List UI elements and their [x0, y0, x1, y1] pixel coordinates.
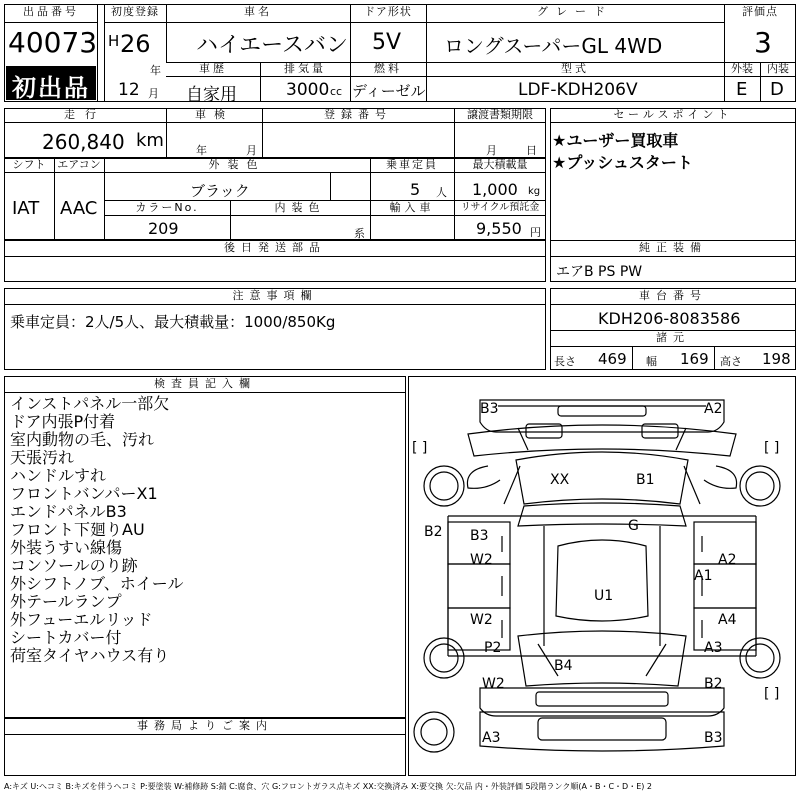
mark-left-side: B2 — [424, 524, 443, 540]
inspector-note: 外テールランプ — [10, 592, 122, 611]
mark-door-r3: A4 — [718, 612, 737, 628]
shift: IAT — [12, 198, 40, 219]
mark-back-l: A3 — [482, 730, 501, 746]
int-color-unit: 系 — [354, 227, 365, 240]
inspector-note: フロント下廻りAU — [10, 520, 145, 539]
door-label: ドア形状 — [364, 5, 412, 18]
genuine-equipment-label: 純正装備 — [639, 241, 707, 254]
inspector-note: 外シフトノブ、ホイール — [10, 574, 184, 593]
mileage-unit: km — [136, 130, 164, 151]
inspector-note: ハンドルすれ — [10, 466, 107, 485]
shift-label: シフト — [12, 158, 46, 171]
max-load-unit: kg — [528, 186, 541, 197]
color-no: 209 — [148, 219, 179, 238]
inspector-note: インストパネル一部欠 — [10, 394, 170, 413]
history-label: 車歴 — [199, 62, 227, 75]
inspector-note: 外フューエルリッド — [10, 610, 153, 629]
mark-rear-l2: W2 — [482, 676, 505, 692]
grade: ロングスーパーGL 4WD — [444, 34, 663, 58]
chassis-no: KDH206-8083586 — [598, 309, 741, 328]
caution-text: 乗車定員：2人/5人、最大積載量：1000/850Kg — [10, 313, 336, 331]
fuel-label: 燃料 — [374, 62, 402, 75]
mark-roof: G — [628, 518, 639, 534]
ext-color-label: 外装色 — [208, 158, 266, 171]
width: 169 — [680, 350, 709, 368]
inspector-label: 検査員記入欄 — [154, 377, 256, 390]
inspection-label: 車検 — [195, 108, 233, 121]
bracket-left: [ ] — [412, 440, 428, 456]
lot-number-label: 出品番号 — [23, 5, 79, 18]
displacement-label: 排気量 — [284, 62, 326, 75]
aircon-label: エアコン — [57, 158, 101, 171]
inspector-note: 室内動物の毛、汚れ — [10, 430, 155, 449]
specs-label: 諸元 — [656, 331, 690, 344]
score: 3 — [754, 26, 772, 59]
mark-rear-r: A3 — [704, 640, 723, 656]
inspector-note: ドア内張P付着 — [10, 412, 116, 431]
inspector-note: 天張汚れ — [10, 448, 75, 467]
ext-color: ブラック — [190, 182, 250, 200]
inspection-month-unit: 月 — [246, 144, 257, 157]
mileage: 260,840 — [42, 130, 125, 154]
exterior-grade: E — [736, 79, 748, 100]
mark-door-r1: A2 — [718, 552, 737, 568]
cautions-label: 注意事項欄 — [232, 289, 318, 302]
displacement-unit: cc — [330, 85, 343, 98]
selling-point-2: ★プッシュスタート — [552, 153, 693, 172]
max-load-label: 最大積載量 — [472, 158, 528, 171]
model-code-label: 型式 — [561, 62, 589, 75]
height: 198 — [762, 350, 791, 368]
mileage-label: 走行 — [64, 108, 106, 121]
exterior-label: 外装 — [731, 62, 753, 75]
mark-back-r: B3 — [704, 730, 723, 746]
year: 26 — [120, 30, 151, 58]
inspector-note: フロントバンパーX1 — [10, 484, 158, 503]
mark-door-l1: B3 — [470, 528, 489, 544]
score-label: 評価点 — [742, 5, 778, 18]
mark-door-r2: A1 — [694, 568, 713, 584]
capacity: 5 — [410, 180, 421, 199]
inspector-note: コンソールのり跡 — [10, 556, 138, 575]
door-type: 5V — [372, 30, 402, 55]
inspection-year-unit: 年 — [196, 144, 207, 157]
lot-number: 40073 — [8, 26, 98, 59]
spare-bracket: [ ] — [764, 686, 780, 702]
aircon: AAC — [60, 198, 98, 219]
car-name-label: 車名 — [244, 5, 272, 18]
inspector-note: 荷室タイヤハウス有り — [10, 646, 170, 665]
height-label: 高さ — [720, 355, 742, 368]
first-reg-label: 初度登録 — [111, 5, 159, 18]
width-label: 幅 — [646, 355, 657, 368]
mark-rear-r2: B2 — [704, 676, 723, 692]
bracket-right: [ ] — [764, 440, 780, 456]
vehicle-diagram — [408, 376, 796, 776]
genuine-equipment: エアB PS PW — [556, 264, 643, 280]
month: 12 — [118, 80, 140, 100]
transfer-day-unit: 日 — [526, 144, 537, 157]
length-label: 長さ — [554, 355, 576, 368]
mark-windshield-b: B1 — [636, 472, 655, 488]
inspector-note: エンドパネルB3 — [10, 502, 127, 521]
recycle-label: リサイクル預託金 — [460, 202, 540, 213]
selling-points-label: セールスポイント — [613, 108, 733, 121]
recycle: 9,550 — [476, 219, 522, 238]
era: H — [108, 32, 120, 50]
first-listing-text: 初出品 — [12, 74, 90, 102]
month-unit: 月 — [148, 87, 159, 100]
later-parts-label: 後日発送部品 — [224, 241, 326, 254]
car-name: ハイエースバン — [196, 33, 349, 58]
chassis-label: 車台番号 — [639, 289, 707, 302]
mark-front-left: B3 — [480, 401, 499, 417]
fuel: ディーゼル — [352, 82, 426, 100]
history: 自家用 — [186, 85, 237, 105]
grade-label: グレード — [537, 5, 613, 18]
selling-point-1: ★ユーザー買取車 — [552, 131, 679, 150]
int-color-label: 内装色 — [274, 201, 326, 214]
max-load: 1,000 — [472, 180, 518, 199]
displacement: 3000 — [286, 80, 330, 100]
color-no-label: カラーNo. — [135, 201, 199, 214]
import-label: 輸入車 — [389, 201, 435, 214]
interior-grade: D — [770, 79, 784, 100]
mark-windshield-a: XX — [550, 472, 570, 488]
length: 469 — [598, 350, 627, 368]
mark-floor: U1 — [594, 588, 614, 604]
transfer-label: 譲渡書類期限 — [467, 108, 533, 121]
model-code: LDF-KDH206V — [518, 80, 638, 100]
capacity-label: 乗車定員 — [386, 158, 438, 171]
interior-label: 内装 — [767, 62, 789, 75]
inspector-note: 外装うすい線傷 — [10, 538, 123, 557]
recycle-unit: 円 — [530, 226, 541, 239]
transfer-month-unit: 月 — [486, 144, 497, 157]
mark-rear-c: B4 — [554, 658, 573, 674]
office-label: 事務局よりご案内 — [137, 719, 273, 732]
reg-no-label: 登録番号 — [324, 108, 392, 121]
mark-rear-l: P2 — [484, 640, 502, 656]
capacity-unit: 人 — [436, 186, 447, 199]
mark-door-l2: W2 — [470, 552, 493, 568]
mark-front-right: A2 — [704, 401, 723, 417]
legend: A:キズ U:ヘコミ B:キズを伴うヘコミ P:要塗装 W:補修跡 S:錆 C:腐食、穴 G:フロントガラス点キズ XX:交換済み X:要交換 欠:欠品 内・外装評価 5段階ランク順(A・B・C・D・E) 2 — [4, 782, 653, 791]
mark-door-l3: W2 — [470, 612, 493, 628]
inspector-note: シートカバー付 — [10, 628, 122, 647]
year-unit: 年 — [150, 64, 161, 77]
